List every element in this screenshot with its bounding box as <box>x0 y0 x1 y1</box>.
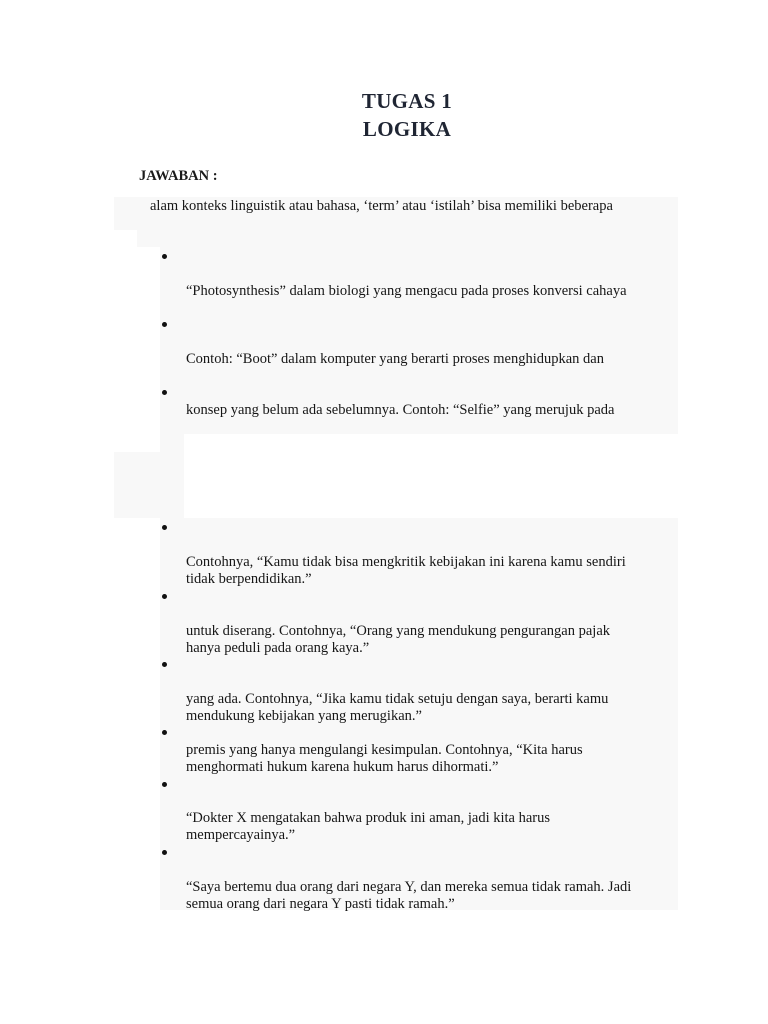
list-item-continuation: tidak berpendidikan.” <box>186 571 312 587</box>
list-item-continuation: hanya peduli pada orang kaya.” <box>186 640 370 656</box>
intro-paragraph: alam konteks linguistik atau bahasa, ‘term’ atau ‘istilah’ bisa memiliki beberapa <box>150 198 613 214</box>
content-background <box>137 230 678 247</box>
bullet-icon <box>162 662 167 667</box>
list-item-continuation: semua orang dari negara Y pasti tidak ramah.” <box>186 896 455 912</box>
document-title: TUGAS 1 <box>361 89 453 113</box>
list-item: untuk diserang. Contohnya, “Orang yang mendukung pengurangan pajak <box>186 623 611 639</box>
bullet-icon <box>162 254 167 259</box>
list-item: “Dokter X mengatakan bahwa produk ini aman, jadi kita harus <box>186 810 550 826</box>
bullet-icon <box>162 322 167 327</box>
bullet-icon <box>162 730 167 735</box>
list-item: konsep yang belum ada sebelumnya. Contoh: “Selfie” yang merujuk pada <box>186 402 615 418</box>
content-background <box>160 434 184 452</box>
document-subtitle: LOGIKA <box>362 117 452 141</box>
list-item: yang ada. Contohnya, “Jika kamu tidak setuju dengan saya, berarti kamu <box>186 691 609 707</box>
list-item-continuation: mempercayainya.” <box>186 827 296 843</box>
bullet-icon <box>162 525 167 530</box>
bullet-icon <box>162 850 167 855</box>
bullet-icon <box>162 390 167 395</box>
list-item: premis yang hanya mengulangi kesimpulan. Contohnya, “Kita harus <box>186 742 583 758</box>
content-background <box>114 452 184 518</box>
list-item-continuation: mendukung kebijakan yang merugikan.” <box>186 708 422 724</box>
list-item: Contoh: “Boot” dalam komputer yang berarti proses menghidupkan dan <box>186 351 604 367</box>
answer-heading: JAWABAN : <box>139 168 218 184</box>
list-item: “Photosynthesis” dalam biologi yang mengacu pada proses konversi cahaya <box>186 283 627 299</box>
bullet-icon <box>162 594 167 599</box>
list-item: “Saya bertemu dua orang dari negara Y, dan mereka semua tidak ramah. Jadi <box>186 879 632 895</box>
bullet-icon <box>162 782 167 787</box>
list-item-continuation: menghormati hukum karena hukum harus dihormati.” <box>186 759 499 775</box>
list-item: Contohnya, “Kamu tidak bisa mengkritik kebijakan ini karena kamu sendiri <box>186 554 626 570</box>
